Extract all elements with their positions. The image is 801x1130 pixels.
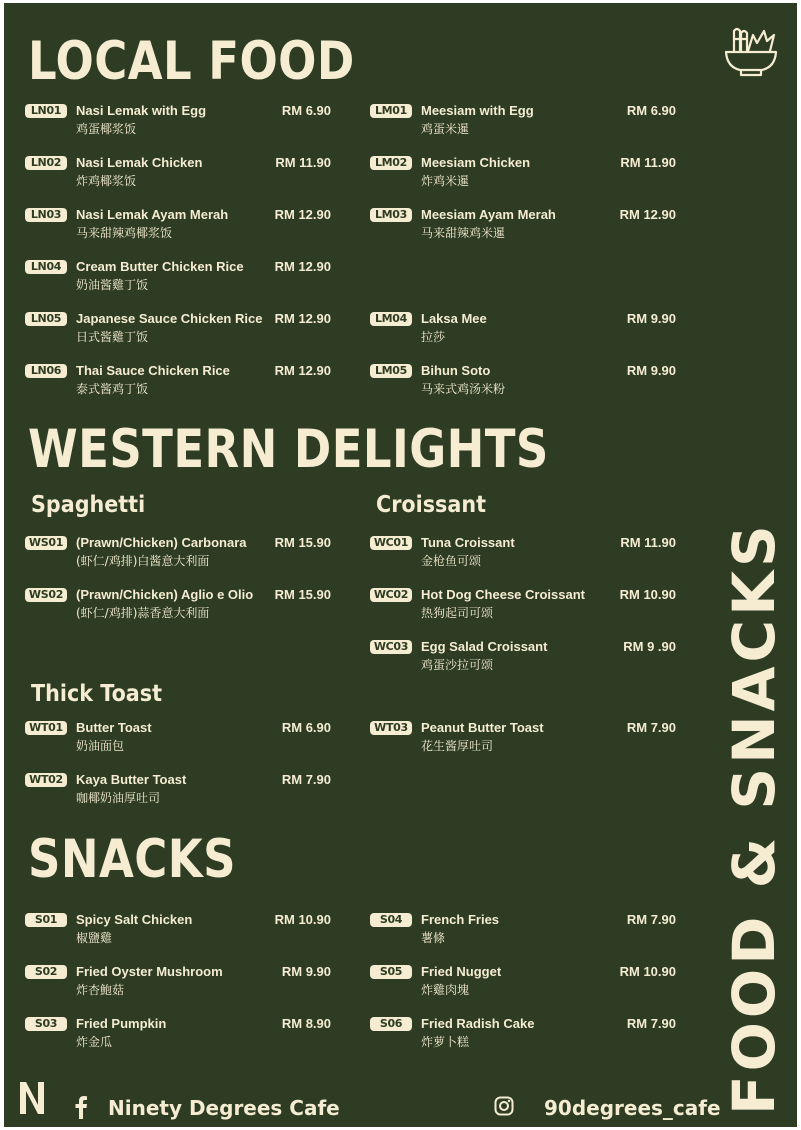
item-price: RM 15.90 [274,587,331,602]
bowl-icon [720,25,780,79]
item-code: S05 [370,965,412,979]
item-name: Hot Dog Cheese Croissant [421,587,585,602]
item-chinese-name: 炸金瓜 [76,1035,113,1049]
item-chinese-name: 鸡蛋椰浆饭 [76,122,137,136]
item-chinese-name: 炸杏鮑菇 [76,983,125,997]
item-name: Meesiam with Egg [421,103,534,118]
item-chinese-name: 金枪鱼可颂 [421,554,482,568]
item-price: RM 8.90 [281,1016,331,1031]
menu-item [25,962,331,1002]
item-name: Fried Nugget [421,964,502,979]
side-title: FOOD & SNACKS [720,521,788,1115]
item-chinese-name: 花生酱厚吐司 [421,739,494,753]
item-chinese-name: 泰式酱鸡丁饭 [76,382,149,396]
item-name: Thai Sauce Chicken Rice [76,363,230,378]
item-name: (Prawn/Chicken) Carbonara [76,535,247,550]
menu-item [25,910,331,950]
item-price: RM 10.90 [619,964,676,979]
item-name: (Prawn/Chicken) Aglio e Olio [76,587,254,602]
item-price: RM 12.90 [274,311,331,326]
item-code: WT02 [25,773,67,787]
item-chinese-name: 热狗起司可颂 [421,606,494,620]
menu-item [370,585,676,625]
item-name: Meesiam Chicken [421,155,531,170]
item-price: RM 7.90 [626,912,676,927]
menu-item [25,718,331,758]
item-price: RM 10.90 [619,587,676,602]
spaghetti-subtitle: Spaghetti [31,492,146,518]
item-chinese-name: 马来甜辣鸡米暹 [421,226,506,240]
item-code: LM01 [370,104,412,118]
croissant-subtitle: Croissant [376,492,486,518]
item-code: LM05 [370,364,412,378]
item-chinese-name: (虾仁/鸡排)蒜香意大利面 [76,606,210,620]
menu-item [370,1014,676,1054]
item-price: RM 7.90 [281,772,331,787]
item-chinese-name: (虾仁/鸡排)白酱意大利面 [76,554,210,568]
item-name: Spicy Salt Chicken [76,912,193,927]
instagram-handle[interactable]: 90degrees_cafe [544,1096,721,1120]
item-chinese-name: 奶油酱雞丁饭 [76,278,149,292]
item-code: WC02 [370,588,412,602]
item-chinese-name: 马来甜辣鸡椰浆饭 [76,226,173,240]
brand-logo-icon [17,1080,47,1116]
facebook-icon[interactable] [74,1095,88,1119]
item-price: RM 10.90 [274,912,331,927]
item-name: Bihun Soto [421,363,491,378]
item-chinese-name: 鸡蛋米暹 [421,122,470,136]
item-name: Meesiam Ayam Merah [421,207,556,222]
item-chinese-name: 椒鹽雞 [76,931,113,945]
instagram-icon[interactable] [494,1096,514,1116]
item-price: RM 9 .90 [623,639,676,654]
item-price: RM 11.90 [620,535,676,550]
item-name: Peanut Butter Toast [421,720,544,735]
menu-item [370,962,676,1002]
item-chinese-name: 日式酱雞丁饭 [76,330,149,344]
item-chinese-name: 薯條 [421,931,446,945]
item-price: RM 7.90 [626,1016,676,1031]
item-chinese-name: 咖椰奶油厚吐司 [76,791,161,805]
item-code: WT01 [25,721,67,735]
item-name: Cream Butter Chicken Rice [76,259,244,274]
item-name: Fried Pumpkin [76,1016,167,1031]
item-code: S03 [25,1017,67,1031]
item-code: S02 [25,965,67,979]
menu-item [370,101,676,141]
menu-item [370,153,676,193]
item-name: French Fries [421,912,500,927]
item-code: LN04 [25,260,67,274]
item-chinese-name: 奶油面包 [76,739,125,753]
menu-item [25,770,331,810]
menu-item [25,205,331,245]
item-price: RM 9.90 [281,964,331,979]
item-name: Kaya Butter Toast [76,772,187,787]
menu-item [370,533,676,573]
item-name: Nasi Lemak with Egg [76,103,207,118]
facebook-page-name[interactable]: Ninety Degrees Cafe [108,1096,340,1120]
item-price: RM 6.90 [281,103,331,118]
item-price: RM 6.90 [281,720,331,735]
item-name: Japanese Sauce Chicken Rice [76,311,263,326]
menu-item [25,1014,331,1054]
item-code: LM02 [370,156,412,170]
item-code: WS02 [25,588,67,602]
menu-item [25,585,331,625]
item-price: RM 15.90 [274,535,331,550]
item-price: RM 6.90 [626,103,676,118]
item-chinese-name: 鸡蛋沙拉可颂 [421,658,494,672]
menu-item [25,101,331,141]
item-price: RM 12.90 [619,207,676,222]
item-chinese-name: 炸鸡椰浆饭 [76,174,137,188]
item-name: Laksa Mee [421,311,487,326]
item-code: S04 [370,913,412,927]
menu-item [25,153,331,193]
item-code: LN05 [25,312,67,326]
menu-item [25,309,331,349]
menu-item [370,205,676,245]
menu-item [25,533,331,573]
item-name: Nasi Lemak Chicken [76,155,203,170]
item-code: WS01 [25,536,67,550]
item-code: WC03 [370,640,412,654]
menu-item [370,718,676,758]
item-chinese-name: 马来式鸡汤米粉 [421,382,506,396]
item-name: Butter Toast [76,720,152,735]
menu-item [370,910,676,950]
item-chinese-name: 炸鸡米暹 [421,174,470,188]
item-price: RM 7.90 [626,720,676,735]
item-price: RM 11.90 [275,155,331,170]
item-price: RM 12.90 [274,259,331,274]
item-price: RM 9.90 [626,311,676,326]
menu-item [25,361,331,401]
item-code: WC01 [370,536,412,550]
menu-item [25,257,331,297]
item-chinese-name: 拉莎 [421,330,446,344]
item-code: LM03 [370,208,412,222]
item-code: LN01 [25,104,67,118]
western-delights-title: WESTERN DELIGHTS [28,419,549,480]
item-name: Egg Salad Croissant [421,639,548,654]
item-code: S06 [370,1017,412,1031]
item-name: Fried Oyster Mushroom [76,964,223,979]
menu-item [370,637,676,677]
local-food-title: LOCAL FOOD [28,31,355,92]
item-price: RM 12.90 [274,363,331,378]
item-price: RM 11.90 [620,155,676,170]
menu-item [370,361,676,401]
item-name: Tuna Croissant [421,535,515,550]
item-chinese-name: 炸雞肉塊 [421,983,470,997]
item-name: Nasi Lemak Ayam Merah [76,207,229,222]
menu-page [4,3,797,1127]
snacks-title: SNACKS [28,829,236,890]
item-price: RM 9.90 [626,363,676,378]
item-code: LN02 [25,156,67,170]
item-code: LM04 [370,312,412,326]
item-code: WT03 [370,721,412,735]
item-code: LN03 [25,208,67,222]
item-price: RM 12.90 [274,207,331,222]
item-code: S01 [25,913,67,927]
item-chinese-name: 炸萝卜糕 [421,1035,470,1049]
item-code: LN06 [25,364,67,378]
item-name: Fried Radish Cake [421,1016,535,1031]
menu-item [370,309,676,349]
thick-toast-subtitle: Thick Toast [31,681,162,707]
